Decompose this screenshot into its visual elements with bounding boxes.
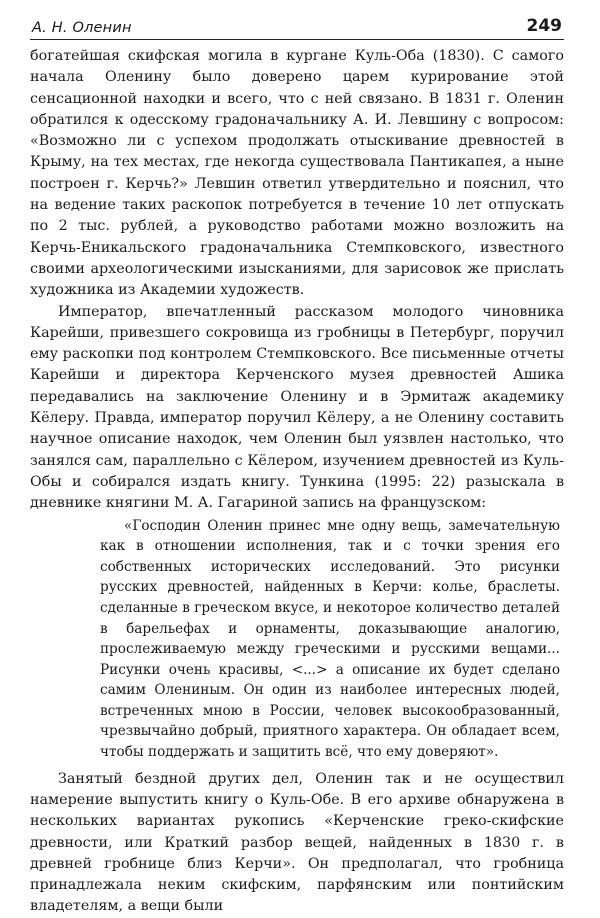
running-head-author: А. Н. Оленин bbox=[32, 20, 132, 36]
body-text bbox=[30, 46, 564, 918]
running-header bbox=[30, 14, 564, 40]
page-number: 249 bbox=[526, 16, 562, 36]
paragraph-emperor: Император, впечатленный рассказом молодого чиновника Карейши, привезшего сокровища из гробницы в Петербург, поручил ему раскопки под контролем Стемпковского. Все письменные отчеты Карейши и директора Керченского музея древностей Ашика передавались на заключение Оленину и в Эрмитаж академику Кёлеру. Правда, император поручил Кёлеру, а не Оленину составить научное описание находок, чем Оленин был уязвлен настолько, что занялся сам, параллельно с Кёлером, изучением древностей из Куль-Обы и собирался издать книгу. Тункина (1995: 22) разыскала в дневнике княгини М. А. Гагариной запись на французском: bbox=[30, 303, 564, 512]
paragraph-manuscript: Занятый бездной других дел, Оленин так и не осуществил намерение выпустить книгу о Куль-Обе. В его архиве обнаружена в нескольких вариантах рукопись «Керченские греко-скифские древности, или Краткий разбор вещей, найденных в 1830 г. в древней гробнице близ Керчи». Он предполагал, что гробница принадлежала неким скифским, парфянским или понтийским владетелям, а вещи были bbox=[30, 770, 564, 915]
block-quote: «Господин Оленин принес мне одну вещь, замечательную как в отношении исполнения, так и с точки зрения его собственных исторических исследований. Это рисунки русских древностей, найденных в Керчи: колье, браслеты. сделанные в греческом вкусе, и некоторое количество деталей в барельефах и орнаменты, доказывающие аналогию, прослеживаемую между греческими и русскими вещами... Рисунки очень красивы, <...> а описание их будет сделано самим Олениным. Он один из наиболее интересных людей, встреченных мною в России, человек высокообразованный, чрезвычайно добрый, приятного характера. Он обладает всем, чтобы поддержать и защитить всё, что ему доверяют». bbox=[100, 517, 560, 761]
paragraph-continuation: богатейшая скифская могила в кургане Куль-Оба (1830). С самого начала Оленину было доверено царем курирование этой сенсационной находки и всего, что с ней связано. В 1831 г. Оленин обратился к одесскому градоначальнику А. И. Левшину с вопросом: «Возможно ли с успехом продолжать отыскивание древностей в Крыму, на тех местах, где некогда существовала Пантикапея, а ныне построен г. Керчь?» Левшин ответил утвердительно и пояснил, что на ведение таких раскопок потребуется в течение 10 лет отпускать по 2 тыс. рублей, а руководство работами можно возложить на Керчь-Еникальского градоначальника Стемпковского, известного своими археологическими изысканиями, для зарисовок же прислать художника из Академии художеств. bbox=[30, 48, 564, 299]
